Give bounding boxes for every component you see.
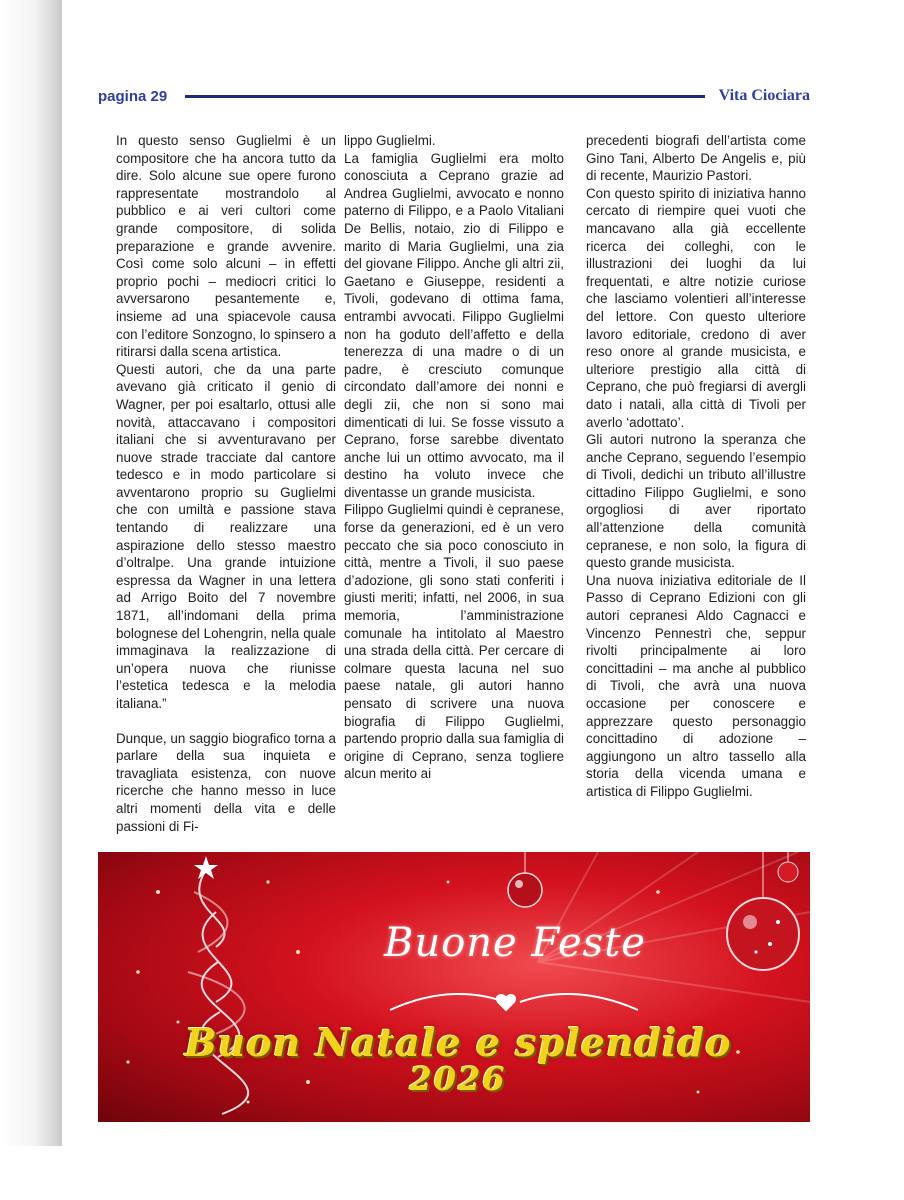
paragraph: Dunque, un saggio biografico torna a parlare della sua inquieta e travagliata esistenza, con nuove ricerche che hanno messo in luce altri momenti della vita e delle passioni di Fi-: [116, 730, 336, 834]
christmas-tree-icon: [188, 870, 248, 1114]
article-column-3: [586, 132, 806, 801]
paragraph: precedenti biografi dell’artista come Gino Tani, Alberto De Angelis e, più di recente, Maurizio Pastori.: [586, 133, 806, 184]
greeting-title: Buone Feste: [384, 920, 646, 966]
wish-line-1: Buon Natale e splendido: [184, 1020, 732, 1065]
wish-year: 2026: [409, 1060, 507, 1098]
article-column-2: [344, 132, 564, 783]
paragraph: Filippo Guglielmi quindi è cepranese, forse da generazioni, ed è un vero peccato che sia poco conosciuto in città, mentre a Tivoli, il suo paese d’adozione, gli sono stati conferiti i giusti meriti; infatti, nel 2006, in sua memoria, l’amministrazione comunale ha intitolato al Maestro una strada della città. Per cercare di colmare questa lacuna nel suo paese natale, gli autori hanno pensato di scrivere una nuova biografia di Filippo Guglielmi, partendo proprio dalla sua famiglia di origine di Ceprano, senza togliere alcun merito ai: [344, 502, 564, 782]
paragraph: Gli autori nutrono la speranza che anche Ceprano, seguendo l’esempio di Tivoli, dedichi un tributo all’illustre cittadino Filippo Guglielmi, e sono orgogliosi di aver riportato all’attenzione della comunità cepranese, e non solo, la figura di questo grande musicista.: [586, 432, 806, 571]
paragraph: Con questo spirito di iniziativa hanno cercato di riempire quei vuoti che mancavano alla già eccellente ricerca dei colleghi, con le illustrazioni dei luoghi da lui frequentati, e altre notizie curiose che lasciamo volentieri all’interesse del lettore. Con questo ulteriore lavoro editoriale, credono di aver reso onore al grande musicista, e ulteriore prestigio alla città di Ceprano, che può fregiarsi di avergli dato i natali, alla città di Tivoli per averlo ‘adottato’.: [586, 185, 806, 430]
ornament-icon: [778, 852, 798, 882]
christmas-banner: [98, 852, 810, 1122]
article-column-1: [116, 132, 336, 835]
ornament-icon: [508, 852, 542, 907]
page-number: pagina 29: [98, 87, 168, 105]
page-header: [98, 84, 810, 108]
paragraph: lippo Guglielmi.: [344, 133, 436, 148]
magazine-title: Vita Ciociara: [718, 87, 810, 104]
paragraph: Questi autori, che da una parte avevano già criticato il genio di Wagner, per poi esaltarlo, ottusi alle novità, attaccavano i compositori italiani che si avventuravano per nuove strade tracciate dal cantore tedesco e in modo particolare si avventarono proprio su Guglielmi che con umiltà e passione stava tentando di realizzare una aspirazione dello stesso maestro d’oltralpe. Una grande intuizione espressa da Wagner in una lettera ad Arrigo Boito del 7 novembre 1871, all’indomani della prima bolognese del Lohengrin, nella quale immaginava la realizzazione di un’opera nuova che riunisse l’estetica tedesca e la melodia italiana.”: [116, 361, 336, 711]
flourish-icon: [390, 994, 638, 1010]
paragraph: Una nuova iniziativa editoriale de Il Passo di Ceprano Edizioni con gli autori cepranesi Aldo Cagnacci e Vincenzo Pennestrì che, seppur rivolti principalmente ai loro concittadini – ma anche al pubblico di Tivoli, che avrà una nuova occasione per conoscere e apprezzare questo personaggio concittadino di adozione – aggiungono un altro tassello alla storia della vicenda umana e artistica di Filippo Guglielmi.: [586, 572, 806, 799]
star-icon: [194, 856, 218, 879]
paragraph: In questo senso Guglielmi è un compositore che ha ancora tutto da dire. Solo alcune sue opere furono rappresentate mostrandolo al pubblico e ai veri cultori come grande compositore, di solida preparazione e grande avvenire. Così come solo alcuni – in effetti proprio pochi – mediocri critici lo avversarono pesantemente e, insieme ad una spiacevole causa con l’editore Sonzogno, lo spinsero a ritirarsi dalla scena artistica.: [116, 133, 336, 360]
header-rule: [185, 95, 704, 98]
paragraph: La famiglia Guglielmi era molto conosciuta a Ceprano grazie ad Andrea Guglielmi, avvocato e nonno paterno di Filippo, e a Paolo Vitaliani De Bellis, notaio, zio di Filippo e marito di Maria Guglielmi, una zia del giovane Filippo. Anche gli altri zii, Gaetano e Giuseppe, residenti a Tivoli, godevano di ottima fama, entrambi avvocati. Filippo Guglielmi non ha goduto dell’affetto e della tenerezza di una madre o di un padre, è cresciuto comunque circondato dall’amore dei nonni e degli zii, che non si sono mai dimenticati di lui. Se fosse vissuto a Ceprano, forse sarebbe diventato anche lui un ottimo avvocato, ma il destino ha voluto invece che diventasse un grande musicista.: [344, 150, 564, 500]
binding-shadow: [0, 0, 62, 1146]
